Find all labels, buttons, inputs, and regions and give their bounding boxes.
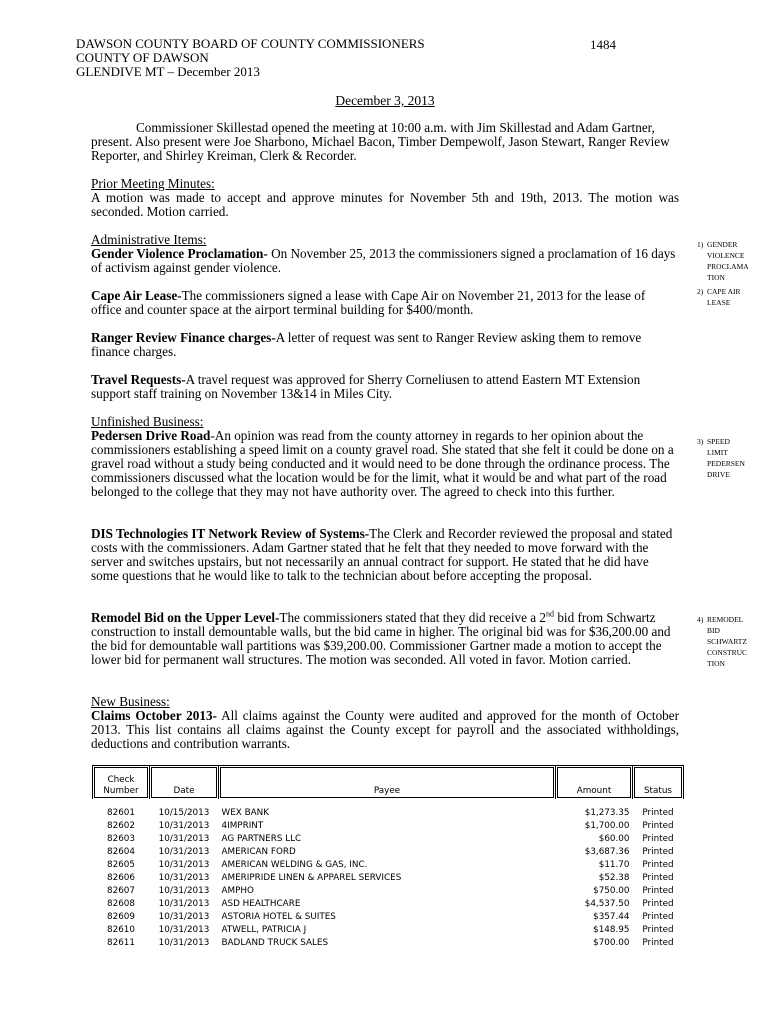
- cell-date: 10/31/2013: [158, 873, 210, 883]
- header-location-date: GLENDIVE MT – December 2013: [76, 64, 260, 79]
- margin-note-line: CONSTRUC: [707, 648, 748, 657]
- cell-status: Printed: [642, 808, 674, 818]
- cell-date: 10/31/2013: [158, 834, 210, 844]
- cell-payee: AMPHO: [221, 886, 254, 896]
- cell-amount: $1,700.00: [584, 821, 630, 831]
- table-row: [93, 924, 684, 937]
- cell-check: 82603: [107, 834, 135, 844]
- margin-note-number: 3): [697, 437, 704, 446]
- gender-text: On November 25, 2013 the commissioners signed a proclamation of 16 days of activism against gender violence.: [91, 246, 676, 276]
- claims-table-header: [93, 766, 684, 802]
- margin-note-line: DRIVE: [707, 470, 730, 479]
- cell-payee: AMERICAN FORD: [221, 847, 296, 857]
- cell-status: Printed: [642, 847, 674, 857]
- cell-payee: AMERICAN WELDING & GAS, INC.: [221, 860, 368, 870]
- cell-check: 82602: [107, 821, 135, 831]
- cell-payee: ASTORIA HOTEL & SUITES: [221, 912, 336, 922]
- cell-check: 82611: [107, 938, 135, 948]
- pedersen-text: -An opinion was read from the county attorney in regards to her opinion about the commissioners establishing a speed limit on a county gravel road. She stated that she felt it could be done on a gravel road without a study being conducted and it would need to be done through the ordinance process. The commissioners discussed what the location would be for the limit, what it would be and what part of the road belonged to the college that they may not have authority over. The agreed to check into this further.: [91, 428, 674, 500]
- margin-note-pedersen: [697, 436, 763, 480]
- claims-text: All claims against the County were audited and approved for the month of October 2013. This list contains all claims against the County except for payroll and the associated withholdings, deductions and contribution warrants.: [91, 708, 679, 752]
- travel-title: Travel Requests-: [91, 372, 186, 387]
- cell-amount: $1,273.35: [584, 808, 630, 818]
- cell-date: 10/31/2013: [158, 847, 210, 857]
- table-row: [93, 872, 684, 885]
- cell-check: 82609: [107, 912, 135, 922]
- cell-amount: $148.95: [593, 925, 630, 935]
- table-row: [93, 833, 684, 846]
- cell-date: 10/31/2013: [158, 912, 210, 922]
- cell-check: 82607: [107, 886, 135, 896]
- cell-status: Printed: [642, 912, 674, 922]
- intro-paragraph: Commissioner Skillestad opened the meeting at 10:00 a.m. with Jim Skillestad and Adam Gartner, present. Also present were Joe Sharbono, Michael Bacon, Timber Dempewolf, Jason Stewart, Ranger Review Reporter, and Shirley Kreiman, Clerk & Recorder.: [91, 120, 670, 164]
- page-number: 1484: [590, 37, 616, 52]
- remodel-section: [91, 611, 679, 667]
- pedersen-title: Pedersen Drive Road: [91, 428, 211, 444]
- margin-note-number: 4): [697, 615, 704, 624]
- new-business-heading: New Business:: [91, 694, 170, 709]
- margin-note-line: GENDER: [707, 240, 738, 249]
- cell-check: 82605: [107, 860, 135, 870]
- table-row: [93, 859, 684, 872]
- pedersen-section: [91, 415, 679, 500]
- travel-text: A travel request was approved for Sherry Corneliusen to attend Eastern MT Extension support staff training on November 13&14 in Miles City.: [91, 372, 641, 402]
- cell-status: Printed: [642, 821, 674, 831]
- capeair-text: The commissioners signed a lease with Cape Air on November 21, 2013 for the lease of office and counter space at the airport terminal building for $400/month.: [91, 288, 646, 318]
- cell-payee: ASD HEALTHCARE: [221, 899, 301, 909]
- margin-note-line: PEDERSEN: [707, 459, 745, 468]
- margin-note-line: LIMIT: [707, 448, 728, 457]
- cell-payee: WEX BANK: [221, 808, 269, 818]
- claims-section: [91, 695, 679, 751]
- dis-text: The Clerk and Recorder reviewed the proposal and stated costs with the commissioners. Adam Gartner stated that he felt that they needed to move forward with the server and switches upstairs, but not necessarily an annual contract for support. He stated that he did have some questions that he would like to talk to the technician about before accepting the proposal.: [91, 526, 673, 584]
- table-row: [93, 885, 684, 898]
- header-county: COUNTY OF DAWSON: [76, 50, 209, 65]
- table-row: [93, 807, 684, 820]
- margin-note-line: TION: [707, 659, 725, 668]
- margin-note-line: SCHWARTZ: [707, 637, 747, 646]
- cell-check: 82601: [107, 808, 135, 818]
- cell-date: 10/15/2013: [158, 808, 210, 818]
- margin-note-line: REMODEL: [707, 615, 744, 624]
- admin-gender-section: [91, 233, 679, 275]
- margin-note-remodel: [697, 614, 763, 669]
- cell-payee: AMERIPRIDE LINEN & APPAREL SERVICES: [221, 873, 402, 883]
- dis-title: DIS Technologies IT Network Review of Systems-: [91, 526, 370, 541]
- col-header-payee: Payee: [219, 766, 556, 802]
- unfinished-heading: Unfinished Business:: [91, 414, 204, 429]
- header-board-name: DAWSON COUNTY BOARD OF COUNTY COMMISSIONERS: [76, 36, 425, 51]
- cell-amount: $700.00: [593, 938, 630, 948]
- margin-note-capeair: [697, 286, 763, 308]
- claims-table: [92, 765, 684, 950]
- margin-note-line: BID: [707, 626, 720, 635]
- remodel-text-a: The commissioners stated that they did receive a 2: [279, 610, 547, 625]
- table-row: [93, 911, 684, 924]
- cell-date: 10/31/2013: [158, 860, 210, 870]
- col-header-amount: Amount: [556, 766, 633, 802]
- capeair-title: Cape Air Lease-: [91, 288, 182, 303]
- meeting-date: December 3, 2013: [335, 93, 435, 108]
- cell-payee: AG PARTNERS LLC: [221, 834, 302, 844]
- ranger-text: A letter of request was sent to Ranger Review asking them to remove finance charges.: [91, 330, 642, 360]
- cell-status: Printed: [642, 899, 674, 909]
- col-header-status: Status: [633, 766, 684, 802]
- admin-heading: Administrative Items:: [91, 232, 207, 247]
- cell-date: 10/31/2013: [158, 821, 210, 831]
- cell-check: 82610: [107, 925, 135, 935]
- cell-amount: $60.00: [598, 834, 630, 844]
- margin-note-number: 1): [697, 240, 704, 249]
- margin-note-line: CAPE AIR: [707, 287, 741, 296]
- cell-amount: $357.44: [593, 912, 630, 922]
- remodel-title: Remodel Bid on the Upper Level-: [91, 610, 280, 625]
- table-row: [93, 898, 684, 911]
- cell-amount: $3,687.36: [584, 847, 630, 857]
- cell-amount: $750.00: [593, 886, 630, 896]
- cell-payee: BADLAND TRUCK SALES: [221, 938, 329, 948]
- prior-minutes-text: A motion was made to accept and approve minutes for November 5th and 19th, 2013. The motion was seconded. Motion carried.: [91, 190, 679, 220]
- cell-status: Printed: [642, 860, 674, 870]
- margin-note-line: TION: [707, 273, 725, 282]
- capeair-section: [91, 289, 679, 317]
- cell-date: 10/31/2013: [158, 899, 210, 909]
- cell-check: 82608: [107, 899, 135, 909]
- margin-note-line: PROCLAMA: [707, 262, 749, 271]
- cell-status: Printed: [642, 938, 674, 948]
- claims-title: Claims October 2013-: [91, 708, 217, 724]
- margin-note-line: SPEED: [707, 437, 730, 446]
- cell-amount: $52.38: [598, 873, 630, 883]
- cell-amount: $11.70: [598, 860, 630, 870]
- cell-check: 82606: [107, 873, 135, 883]
- margin-note-gender: [697, 239, 763, 283]
- cell-status: Printed: [642, 834, 674, 844]
- cell-payee: 4IMPRINT: [221, 821, 264, 831]
- col-header-check-number: [93, 766, 150, 802]
- ranger-title: Ranger Review Finance charges-: [91, 330, 276, 345]
- dis-section: [91, 527, 679, 583]
- gender-title: Gender Violence Proclamation-: [91, 246, 268, 262]
- cell-amount: $4,537.50: [584, 899, 630, 909]
- cell-status: Printed: [642, 886, 674, 896]
- cell-date: 10/31/2013: [158, 925, 210, 935]
- ranger-section: [91, 331, 679, 359]
- prior-minutes-section: [91, 177, 679, 219]
- margin-note-line: VIOLENCE: [707, 251, 745, 260]
- cell-payee: ATWELL, PATRICIA J: [221, 925, 307, 935]
- col-header-check-line2: Number: [103, 786, 139, 796]
- cell-status: Printed: [642, 873, 674, 883]
- remodel-text-b: bid from Schwartz construction to install demountable walls, but the bid came in higher. The original bid was for $36,200.00 and the bid for demountable wall partitions was $39,200.00. Commissioner Gartner made a motion to accept the lower bid for permanent wall structures. The motion was seconded. All voted in favor. Motion carried.: [91, 610, 671, 668]
- col-header-date: Date: [150, 766, 219, 802]
- margin-note-line: LEASE: [707, 298, 731, 307]
- table-row: [93, 937, 684, 950]
- col-header-check-line1: Check: [107, 775, 135, 785]
- cell-check: 82604: [107, 847, 135, 857]
- cell-date: 10/31/2013: [158, 938, 210, 948]
- travel-section: [91, 373, 679, 401]
- cell-date: 10/31/2013: [158, 886, 210, 896]
- cell-status: Printed: [642, 925, 674, 935]
- remodel-superscript: nd: [546, 609, 555, 619]
- margin-note-number: 2): [697, 287, 704, 296]
- table-row: [93, 820, 684, 833]
- table-row: [93, 846, 684, 859]
- prior-minutes-heading: Prior Meeting Minutes:: [91, 176, 215, 191]
